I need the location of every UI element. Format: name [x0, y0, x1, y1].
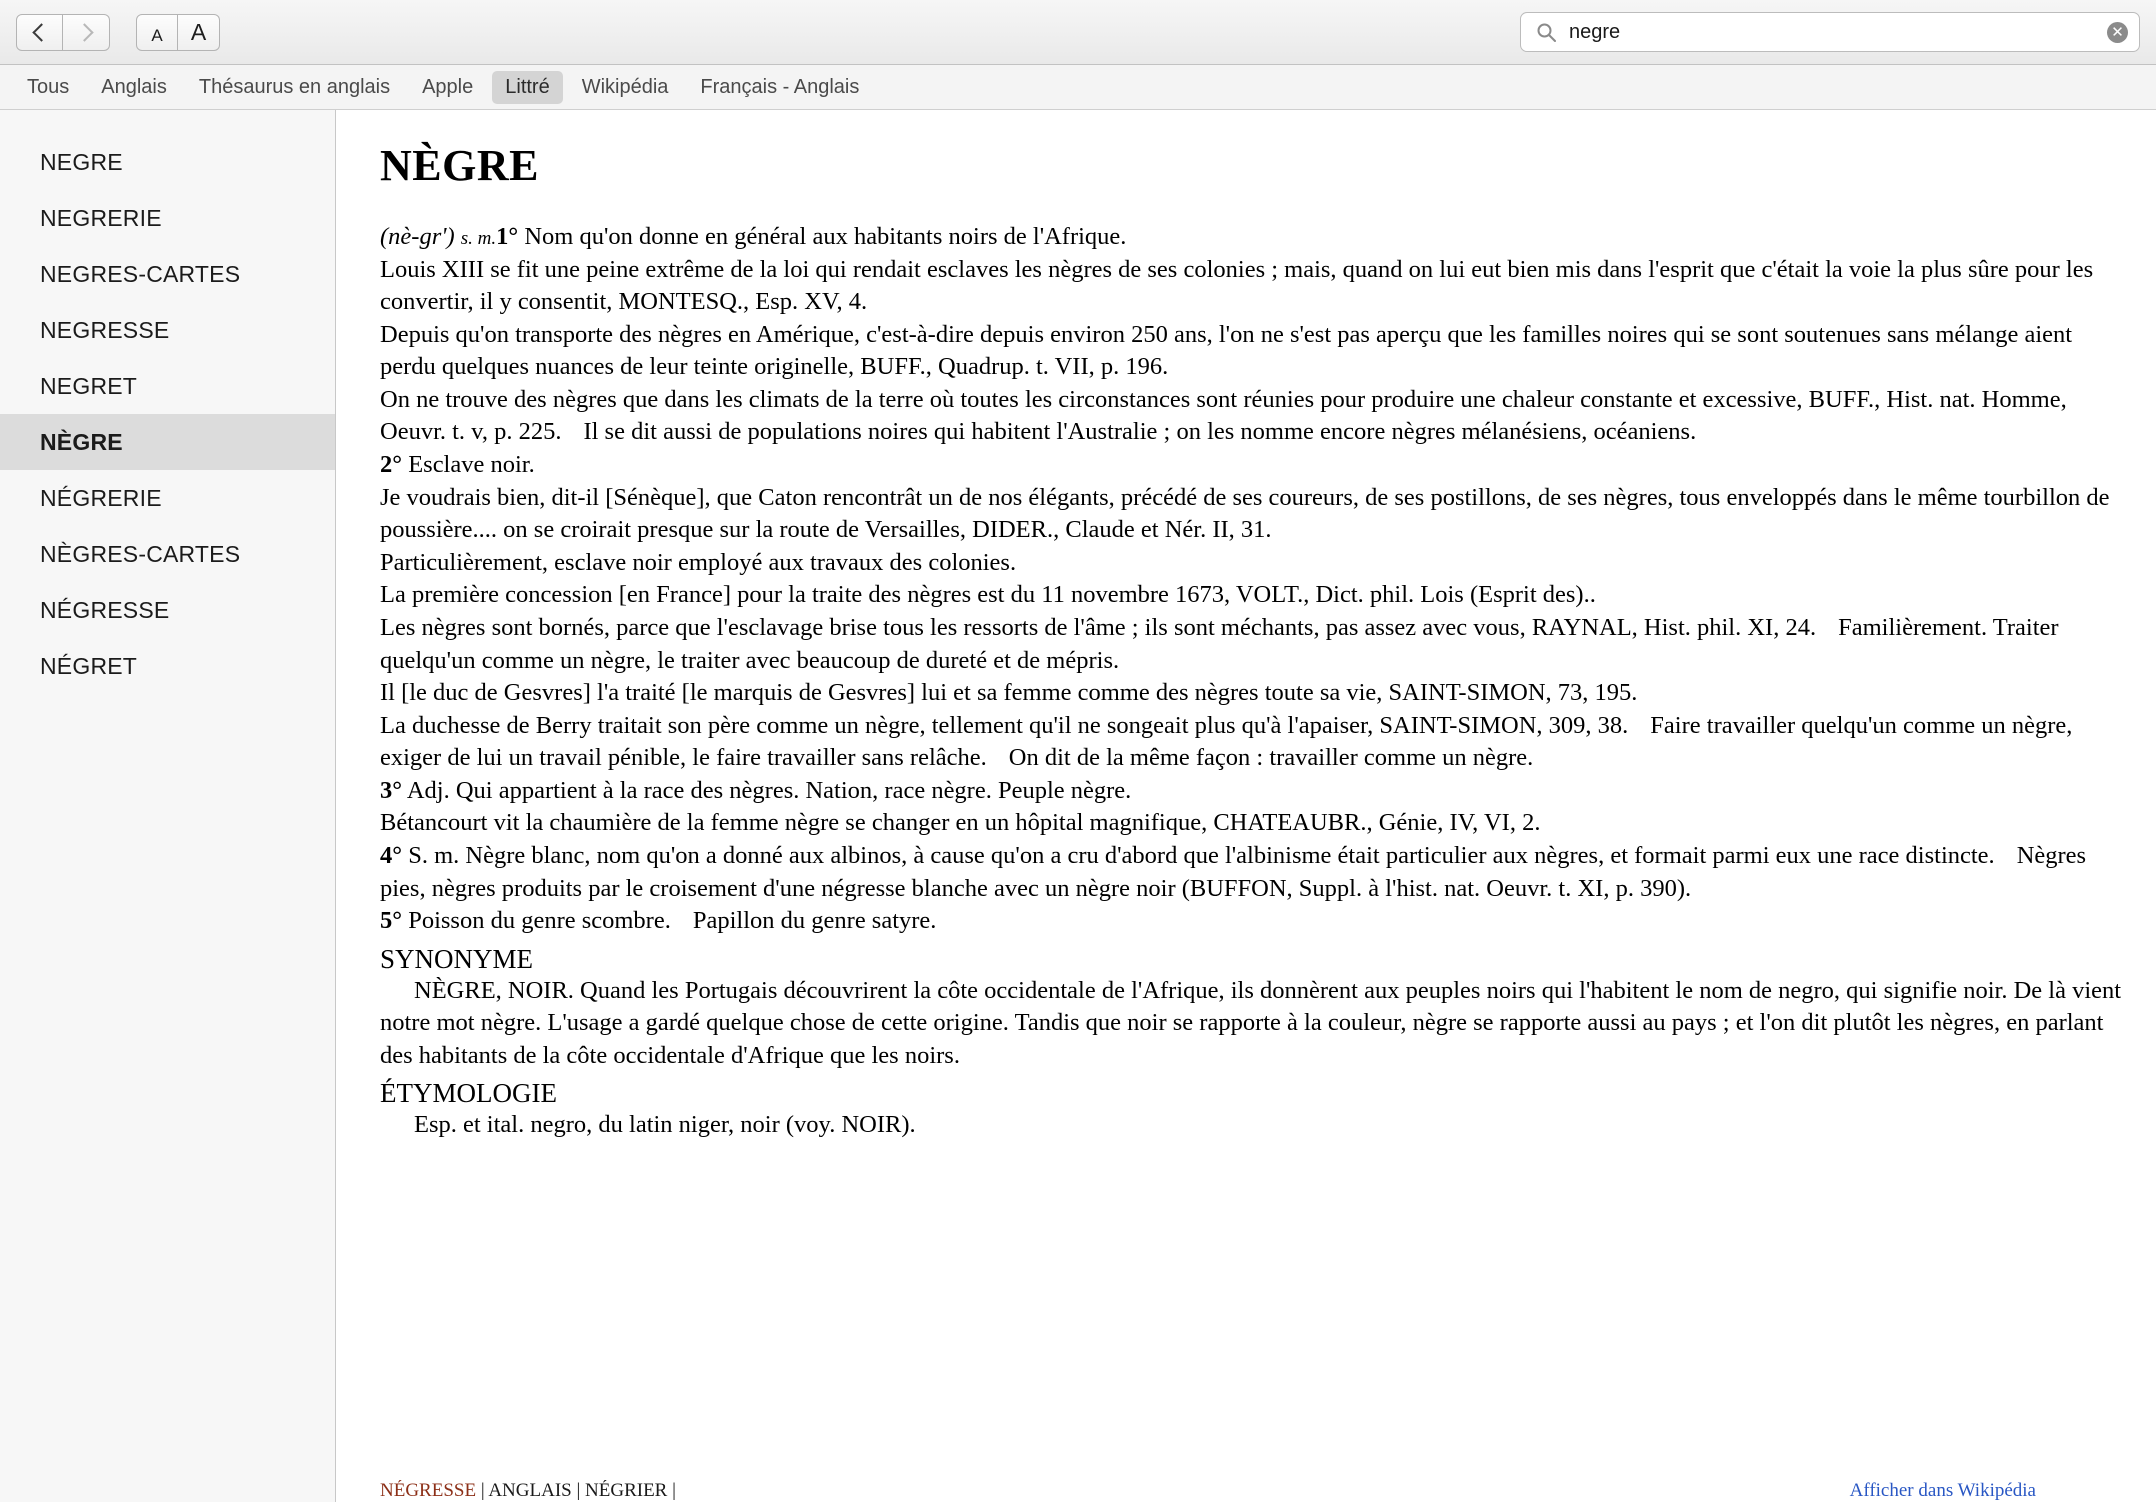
toolbar	[0, 0, 2156, 65]
footer-strip	[336, 1480, 2156, 1502]
sense-text-4: S. m. Nègre blanc, nom qu'on a donné aux albinos, à cause qu'on a cru d'abord que l'albinisme était particulier aux nègres, et formait parmi eux une race distincte.	[402, 841, 1995, 869]
etymologie-body: Esp. et ital. negro, du latin niger, noir (voy. NOIR).	[414, 1111, 916, 1139]
related-entry-rest: | ANGLAIS | NÉGRIER |	[476, 1480, 676, 1501]
sense-text-5b: Papillon du genre satyre.	[692, 907, 937, 935]
citation-8: La duchesse de Berry traitait son père comme un nègre, tellement qu'il ne songeait plus qu'à l'apaiser, SAINT-SIMON, 309, 38.	[380, 711, 1629, 739]
decrease-font-button[interactable]: A	[136, 14, 178, 51]
forward-button[interactable]	[63, 14, 110, 51]
increase-font-button[interactable]: A	[178, 14, 220, 51]
sense-text-3: Adj. Qui appartient à la race des nègres. Nation, race nègre. Peuple nègre.	[402, 776, 1132, 804]
related-entry-negresse[interactable]: NÉGRESSE	[380, 1480, 477, 1501]
sense-text-1: Nom qu'on donne en général aux habitants noirs de l'Afrique.	[518, 223, 1127, 250]
navigation-buttons	[16, 14, 110, 51]
pronunciation: (nè-gr')	[380, 223, 455, 250]
citation-7: Il [le duc de Gesvres] l'a traité [le marquis de Gesvres] lui et sa femme comme des nègres toute sa vie, SAINT-SIMON, 73, 195.	[380, 679, 1638, 707]
sidebar-item-negret-accent[interactable]: NÉGRET	[40, 653, 138, 679]
wikipedia-link[interactable]: Afficher dans Wikipédia	[1849, 1480, 2036, 1501]
search-container	[1520, 12, 2140, 52]
sidebar-item-negre[interactable]: NEGRE	[40, 149, 123, 175]
sense-number-3: 3°	[380, 776, 403, 804]
sidebar-item-negresse[interactable]: NEGRESSE	[40, 317, 170, 343]
definition-body	[380, 221, 2126, 938]
synonyme-heading: SYNONYME	[380, 943, 534, 974]
tab-thesaurus-en-anglais[interactable]: Thésaurus en anglais	[198, 75, 391, 98]
citation-5: La première concession [en France] pour la traite des nègres est du 11 novembre 1673, VOLT., Dict. phil. Lois (Esprit des)..	[380, 581, 1596, 609]
sense-text-4b: Nègres pies, nègres produits par le croisement d'une négresse blanche avec un nègre noir (BUFFON, Suppl. à l'hist. nat. Oeuvr. t. XI, p. 390).	[380, 841, 2087, 902]
sense-number-2: 2°	[380, 451, 403, 479]
definition-panel	[336, 110, 2156, 1502]
note-3: Familièrement. Traiter quelqu'un comme un nègre, le traiter avec beaucoup de dureté et de mépris.	[380, 613, 2059, 674]
citation-1: Louis XIII se fit une peine extrême de la loi qui rendait esclaves les nègres de ses colonies ; mais, quand on lui eut bien mis dans l'esprit que c'était la voie la plus sûre pour les convertir, il y consentit, MONTESQ., Esp. XV, 4.	[380, 255, 2094, 316]
sidebar-item-negre-accent[interactable]: NÈGRE	[0, 414, 335, 470]
sidebar-item-negret[interactable]: NEGRET	[40, 373, 138, 399]
sense-text-5: Poisson du genre scombre.	[402, 907, 671, 935]
note-1: Il se dit aussi de populations noires qui habitent l'Australie ; on les nomme encore nègres mélanésiens, océaniens.	[583, 418, 1697, 446]
grammar-label: s. m.	[460, 228, 497, 249]
note-4: Faire travailler quelqu'un comme un nègre, exiger de lui un travail pénible, le faire travailler sans relâche.	[380, 711, 2073, 772]
dictionary-tabs	[0, 65, 2156, 110]
citation-6: Les nègres sont bornés, parce que l'esclavage brise tous les ressorts de l'âme ; ils sont méchants, pas assez avec vous, RAYNAL, Hist. phil. XI, 24.	[380, 613, 1817, 641]
synonyme-body: NÈGRE, NOIR. Quand les Portugais découvrirent la côte occidentale de l'Afrique, ils donnèrent aux peuples noirs qui l'habitent le nom de negro, qui signifie noir. De là vient notre mot nègre. L'usage a gardé quelque chose de cette origine. Tandis que noir se rapporte à la couleur, nègre se rapporte aussi au pays ; et l'on dit plutôt les nègres, en parlant des habitants de la côte occidentale d'Afrique que les noirs.	[380, 976, 2122, 1069]
sidebar-item-negrerie[interactable]: NEGRERIE	[40, 205, 162, 231]
related-entries	[380, 1480, 676, 1502]
search-input[interactable]	[1520, 12, 2140, 52]
content-area	[0, 110, 2156, 1502]
citation-4: Je voudrais bien, dit-il [Sénèque], que Caton rencontrât un de nos élégants, précédé de ses coureurs, de ses postillons, de ses nègres, tous enveloppés dans le même tourbillon de poussière.... on se croirait presque sur la route de Versailles, DIDER., Claude et Nér. II, 31.	[380, 483, 2110, 544]
etymologie-heading: ÉTYMOLOGIE	[380, 1078, 557, 1109]
tab-tous[interactable]: Tous	[27, 75, 70, 98]
sidebar-item-negres-cartes-accent[interactable]: NÈGRES-CARTES	[40, 541, 241, 567]
sense-number-4: 4°	[380, 841, 403, 869]
citation-9: Bétancourt vit la chaumière de la femme nègre se changer en un hôpital magnifique, CHATEAUBR., Génie, IV, VI, 2.	[380, 809, 1541, 837]
chevron-left-icon	[32, 23, 50, 41]
back-button[interactable]	[16, 14, 63, 51]
citation-3: On ne trouve des nègres que dans les climats de la terre où toutes les circonstances sont réunies pour produire une chaleur constante et excessive, BUFF., Hist. nat. Homme, Oeuvr. t. v, p. 225.	[380, 385, 2067, 446]
entry-list-sidebar[interactable]	[0, 110, 336, 1502]
sidebar-item-negres-cartes[interactable]: NEGRES-CARTES	[40, 261, 241, 287]
clear-icon[interactable]: ✕	[2107, 22, 2128, 43]
font-size-buttons	[136, 14, 220, 51]
tab-anglais[interactable]: Anglais	[101, 75, 167, 98]
sidebar-item-negrerie-accent[interactable]: NÉGRERIE	[40, 485, 162, 511]
sense-number-1: 1°	[496, 223, 519, 250]
sense-number-5: 5°	[380, 907, 403, 935]
citation-2: Depuis qu'on transporte des nègres en Amérique, c'est-à-dire depuis environ 250 ans, l'on ne s'est pas aperçu que les familles noires qui se sont soutenues sans mélange aient perdu quelques nuances de leur teinte originelle, BUFF., Quadrup. t. VII, p. 196.	[380, 320, 2073, 381]
sidebar-item-negresse-accent[interactable]: NÉGRESSE	[40, 597, 170, 623]
note-5: On dit de la même façon : travailler comme un nègre.	[1008, 744, 1534, 772]
tab-apple[interactable]: Apple	[422, 75, 474, 98]
tab-littre[interactable]: Littré	[492, 71, 562, 104]
note-2: Particulièrement, esclave noir employé aux travaux des colonies.	[380, 548, 1017, 576]
page-title: NÈGRE	[380, 141, 539, 190]
sense-text-2: Esclave noir.	[402, 451, 535, 479]
tab-francais-anglais[interactable]: Français - Anglais	[700, 75, 860, 98]
tab-wikipedia[interactable]: Wikipédia	[581, 75, 669, 98]
chevron-right-icon	[75, 23, 93, 41]
